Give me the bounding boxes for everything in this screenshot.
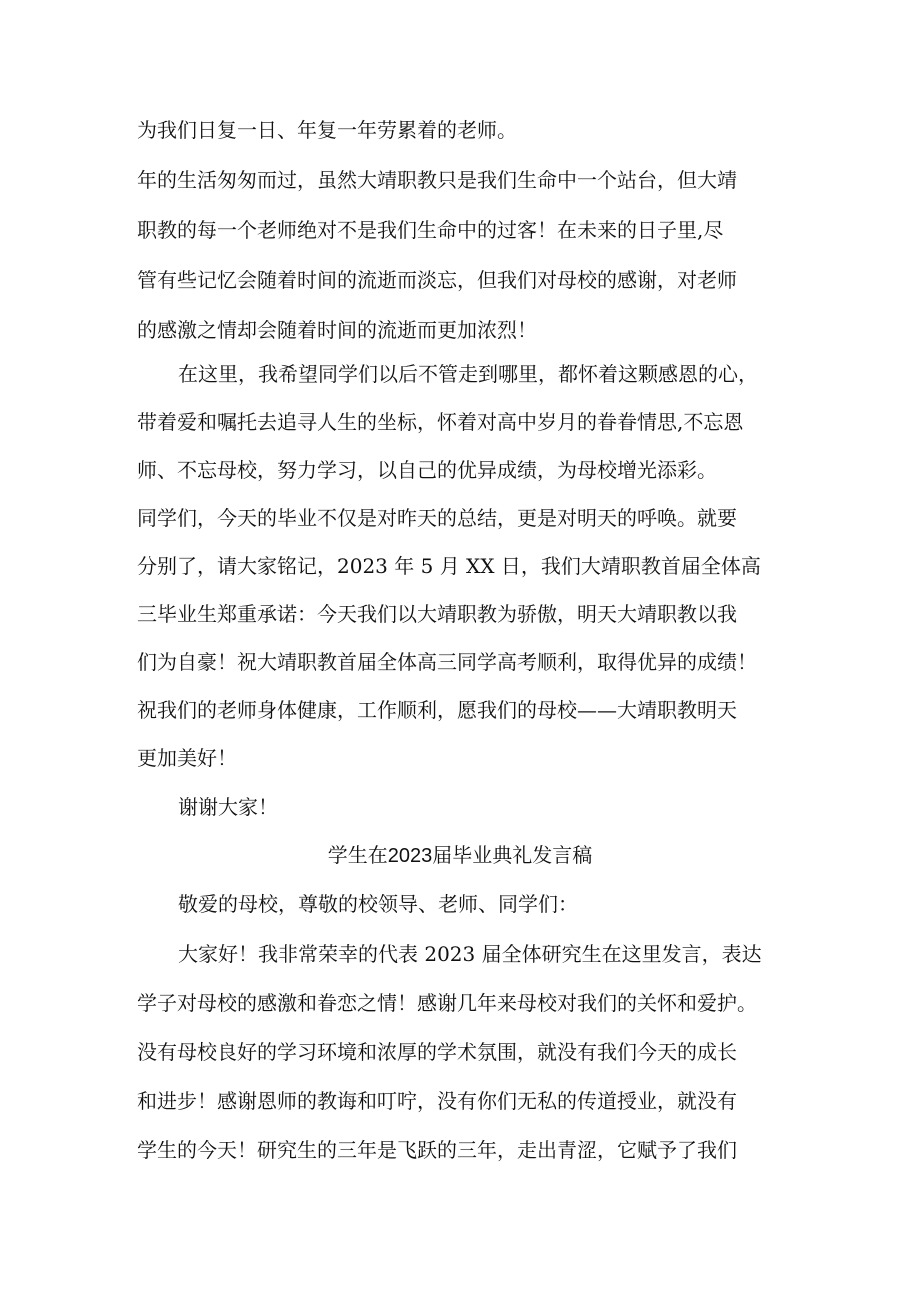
- paragraph-line-12: 们为自豪！祝大靖职教首届全体高三同学高考顺利，取得优异的成绩！: [137, 650, 757, 674]
- paragraph-line-6: 在这里，我希望同学们以后不管走到哪里，都怀着这颗感恩的心，: [178, 362, 758, 386]
- paragraph-line-11: 三毕业生郑重承诺：今天我们以大靖职教为骄傲，明天大靖职教以我: [137, 602, 737, 626]
- paragraph-line-20: 没有母校良好的学习环境和浓厚的学术氛围，就没有我们今天的成长: [137, 1040, 737, 1064]
- paragraph-line-19: 学子对母校的感激和眷恋之情！感谢几年来母校对我们的关怀和爱护。: [137, 991, 757, 1015]
- paragraph-line-1: 为我们日复一日、年复一年劳累着的老师。: [137, 118, 517, 142]
- paragraph-line-14: 更加美好！: [137, 746, 237, 770]
- paragraph-line-10: 分别了，请大家铭记，2023 年 5 月 XX 日，我们大靖职教首届全体高: [137, 554, 761, 578]
- paragraph-line-7: 带着爱和嘱托去追寻人生的坐标，怀着对高中岁月的眷眷情思,不忘恩: [137, 410, 744, 434]
- paragraph-line-9: 同学们，今天的毕业不仅是对昨天的总结，更是对明天的呼唤。就要: [137, 506, 737, 530]
- paragraph-line-3: 职教的每一个老师绝对不是我们生命中的过客！在未来的日子里,尽: [137, 218, 724, 242]
- paragraph-line-18: 大家好！我非常荣幸的代表 2023 届全体研究生在这里发言，表达: [178, 942, 762, 966]
- paragraph-line-5: 的感激之情却会随着时间的流逝而更加浓烈！: [137, 318, 537, 342]
- salutation-line: 敬爱的母校，尊敬的校领导、老师、同学们：: [178, 892, 578, 916]
- paragraph-line-4: 管有些记忆会随着时间的流逝而淡忘，但我们对母校的感谢，对老师: [137, 268, 737, 292]
- paragraph-line-22: 学生的今天！研究生的三年是飞跃的三年，走出青涩，它赋予了我们: [137, 1138, 737, 1162]
- paragraph-line-2: 年的生活匆匆而过，虽然大靖职教只是我们生命中一个站台，但大靖: [137, 168, 737, 192]
- speech-title: 学生在2023届毕业典礼发言稿: [327, 845, 593, 867]
- paragraph-line-21: 和进步！感谢恩师的教诲和叮咛，没有你们无私的传道授业，就没有: [137, 1089, 737, 1113]
- paragraph-line-13: 祝我们的老师身体健康，工作顺利，愿我们的母校——大靖职教明天: [137, 698, 737, 722]
- paragraph-line-15: 谢谢大家！: [178, 795, 278, 819]
- paragraph-line-8: 师、不忘母校，努力学习，以自己的优异成绩，为母校增光添彩。: [137, 458, 717, 482]
